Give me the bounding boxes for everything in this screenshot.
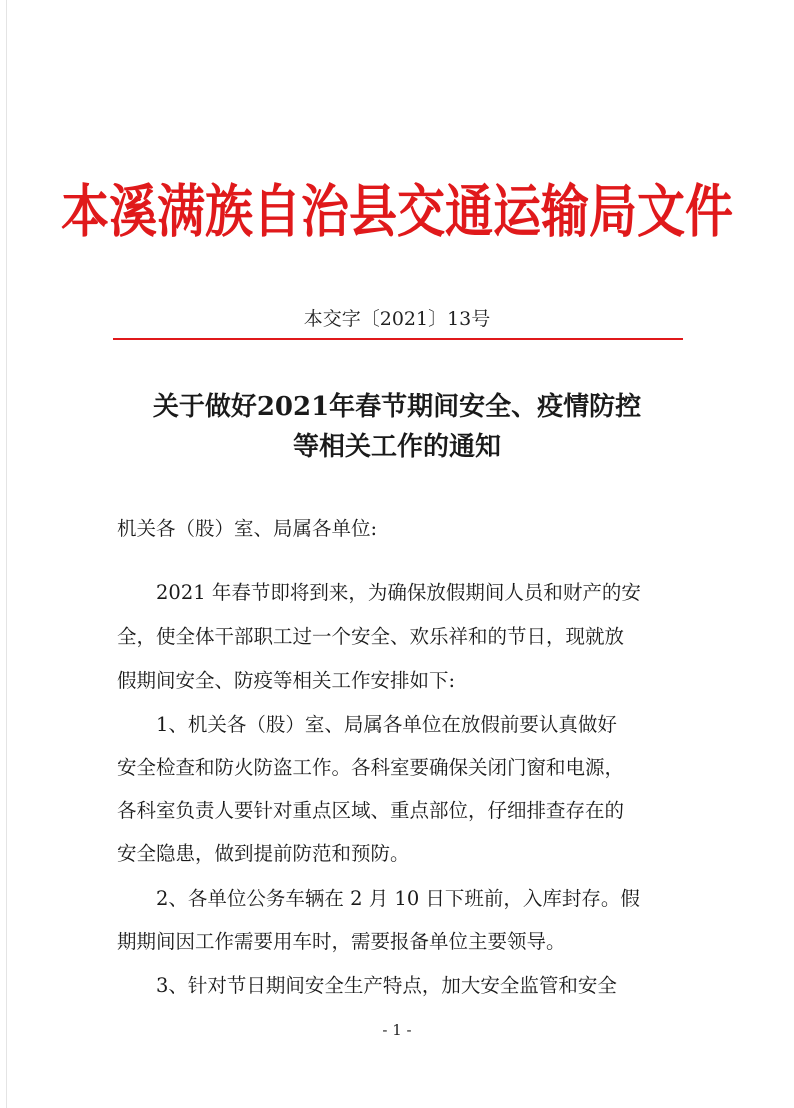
page-number: - 1 - (382, 1021, 412, 1039)
document-title-line-1: 关于做好2021年春节期间安全、疫情防控 (152, 392, 642, 422)
body-line: 各科室负责人要针对重点区域、重点部位，仔细排查存在的 (117, 799, 625, 822)
body-line: 全，使全体干部职工过一个安全、欢乐祥和的节日，现就放 (117, 625, 625, 648)
red-separator-line (113, 338, 683, 340)
document-number: 本交字〔2021〕13号 (303, 308, 491, 330)
body-line: 期期间因工作需要用车时，需要报备单位主要领导。 (117, 930, 566, 953)
issuer-header: 本溪满族自治县交通运输局文件 (60, 178, 733, 246)
document-title-line-2: 等相关工作的通知 (292, 432, 501, 462)
salutation: 机关各（股）室、局属各单位: (117, 517, 378, 540)
body-line: 安全隐患，做到提前防范和预防。 (117, 842, 410, 865)
body-line: 假期间安全、防疫等相关工作安排如下: (117, 669, 456, 692)
body-line: 1、机关各（股）室、局属各单位在放假前要认真做好 (156, 713, 617, 736)
body-line: 2021 年春节即将到来，为确保放假期间人员和财产的安 (156, 581, 641, 604)
body-line: 3、针对节日期间安全生产特点，加大安全监管和安全 (156, 974, 617, 997)
body-line: 2、各单位公务车辆在 2 月 10 日下班前，入库封存。假 (156, 887, 640, 910)
body-line: 安全检查和防火防盗工作。各科室要确保关闭门窗和电源， (117, 756, 625, 779)
